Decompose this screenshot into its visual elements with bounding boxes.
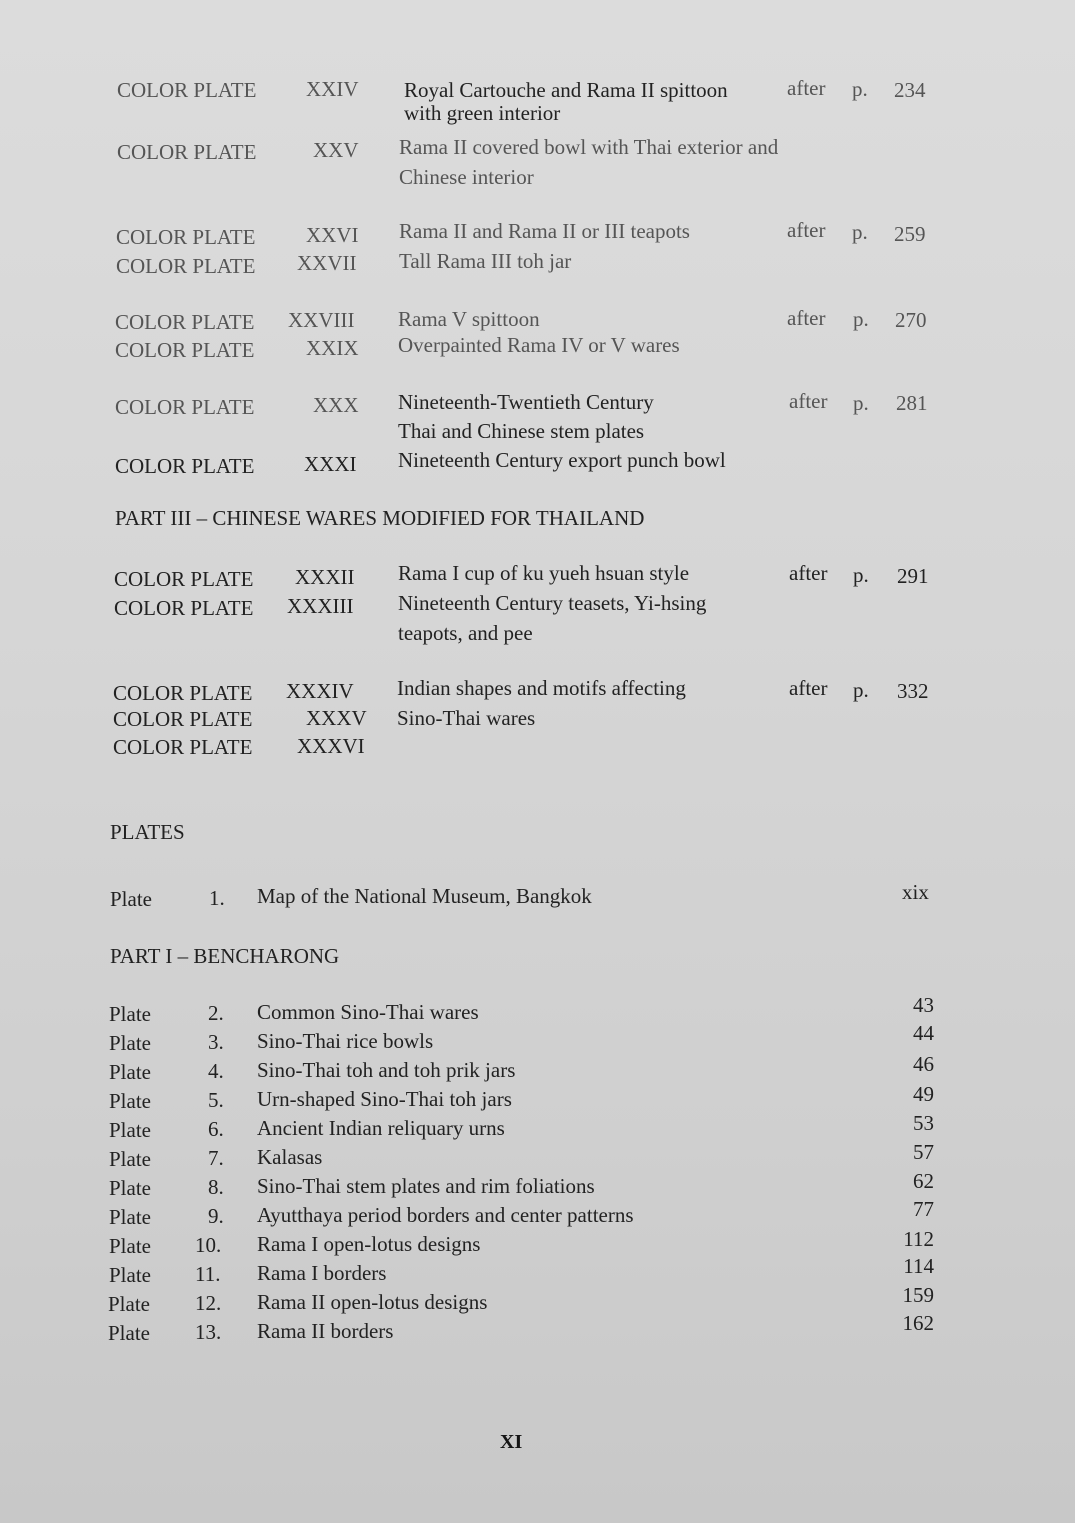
plate-title-cont: teapots, and pee xyxy=(398,621,533,645)
section-heading: PART III – CHINESE WARES MODIFIED FOR THAILAND xyxy=(115,506,645,530)
plate-title: Nineteenth Century export punch bowl xyxy=(398,448,726,472)
page-number: 44 xyxy=(913,1021,934,1045)
color-plate-label: COLOR PLATE xyxy=(116,225,256,249)
plate-number: 4. xyxy=(208,1059,224,1083)
page-number: 46 xyxy=(913,1052,934,1076)
plate-label: Plate xyxy=(108,1292,150,1316)
plate-title: Urn-shaped Sino-Thai toh jars xyxy=(257,1087,512,1111)
page-number: 270 xyxy=(895,308,927,332)
after-label: after xyxy=(787,218,826,242)
plate-numeral: XXXIV xyxy=(286,679,354,703)
page-abbrev: p. xyxy=(853,307,869,331)
plate-numeral: XXXII xyxy=(295,565,355,589)
plate-label: Plate xyxy=(109,1263,151,1287)
plate-numeral: XXXVI xyxy=(297,734,365,758)
page-abbrev: p. xyxy=(852,220,868,244)
color-plate-label: COLOR PLATE xyxy=(114,596,254,620)
plate-number: 3. xyxy=(208,1030,224,1054)
plate-title: Rama II and Rama II or III teapots xyxy=(399,219,690,243)
plate-number: 1. xyxy=(209,886,225,910)
section-heading: PLATES xyxy=(110,820,185,844)
page-abbrev: p. xyxy=(853,563,869,587)
page-number: 159 xyxy=(902,1283,934,1307)
plate-title: Overpainted Rama IV or V wares xyxy=(398,333,680,357)
plate-title: Royal Cartouche and Rama II spittoon xyxy=(404,78,728,102)
plate-numeral: XXIV xyxy=(306,77,359,101)
after-label: after xyxy=(789,389,828,413)
plate-numeral: XXV xyxy=(313,138,359,162)
color-plate-label: COLOR PLATE xyxy=(113,681,253,705)
plate-title: Rama V spittoon xyxy=(398,307,540,331)
color-plate-label: COLOR PLATE xyxy=(115,454,255,478)
plate-title: Nineteenth Century teasets, Yi-hsing xyxy=(398,591,707,615)
color-plate-label: COLOR PLATE xyxy=(117,78,257,102)
color-plate-label: COLOR PLATE xyxy=(117,140,257,164)
plate-numeral: XXIX xyxy=(306,336,359,360)
plate-label: Plate xyxy=(109,1147,151,1171)
page-number: 259 xyxy=(894,222,926,246)
plate-number: 11. xyxy=(195,1262,221,1286)
plate-label: Plate xyxy=(110,887,152,911)
page-number: 291 xyxy=(897,564,929,588)
after-label: after xyxy=(787,306,826,330)
after-label: after xyxy=(787,76,826,100)
page-folio: XI xyxy=(500,1431,523,1453)
plate-title: Nineteenth-Twentieth Century xyxy=(398,390,654,414)
plate-title: Rama I cup of ku yueh hsuan style xyxy=(398,561,690,585)
color-plate-label: COLOR PLATE xyxy=(114,567,254,591)
page-number: 114 xyxy=(903,1254,934,1278)
page-abbrev: p. xyxy=(852,77,868,101)
plate-number: 9. xyxy=(208,1204,224,1228)
plate-numeral: XXXV xyxy=(306,706,367,730)
color-plate-label: COLOR PLATE xyxy=(115,310,255,334)
plate-numeral: XXVI xyxy=(306,223,359,247)
page-abbrev: p. xyxy=(853,678,869,702)
page-abbrev: p. xyxy=(853,391,869,415)
plate-numeral: XXXI xyxy=(304,452,357,476)
plate-title: Ancient Indian reliquary urns xyxy=(257,1116,505,1140)
plate-numeral: XXX xyxy=(313,393,359,417)
plate-title: Rama II covered bowl with Thai exterior and xyxy=(399,135,779,159)
page-number: 57 xyxy=(913,1140,934,1164)
plate-label: Plate xyxy=(109,1234,151,1258)
color-plate-label: COLOR PLATE xyxy=(115,395,255,419)
plate-title: Map of the National Museum, Bangkok xyxy=(257,884,592,908)
color-plate-label: COLOR PLATE xyxy=(115,338,255,362)
page-number: 162 xyxy=(902,1311,934,1335)
plate-title: Sino-Thai toh and toh prik jars xyxy=(257,1058,516,1082)
plate-number: 6. xyxy=(208,1117,224,1141)
plate-title: Sino-Thai rice bowls xyxy=(257,1029,434,1053)
page-number: 281 xyxy=(896,391,928,415)
plate-numeral: XXVIII xyxy=(288,308,355,332)
plate-title: Ayutthaya period borders and center patterns xyxy=(257,1203,634,1227)
plate-label: Plate xyxy=(109,1089,151,1113)
page-number: 77 xyxy=(913,1197,934,1221)
plate-title: Common Sino-Thai wares xyxy=(257,1000,479,1024)
plate-label: Plate xyxy=(109,1060,151,1084)
plate-title: Kalasas xyxy=(257,1145,323,1169)
plate-number: 13. xyxy=(195,1320,222,1344)
color-plate-label: COLOR PLATE xyxy=(113,735,253,759)
plate-title: Tall Rama III toh jar xyxy=(399,249,572,273)
page-number: 53 xyxy=(913,1111,934,1135)
plate-number: 5. xyxy=(208,1088,224,1112)
plate-label: Plate xyxy=(108,1321,150,1345)
page-number: 49 xyxy=(913,1082,934,1106)
plate-title: Indian shapes and motifs affecting xyxy=(397,676,686,700)
plate-title: Rama I open-lotus designs xyxy=(257,1232,481,1256)
plate-title-cont: with green interior xyxy=(404,101,561,125)
page-number: 62 xyxy=(913,1169,934,1193)
plate-number: 12. xyxy=(195,1291,222,1315)
after-label: after xyxy=(789,676,828,700)
page-number: 43 xyxy=(913,993,934,1017)
page-number: 234 xyxy=(894,78,926,102)
plate-numeral: XXVII xyxy=(297,251,357,275)
section-heading: PART I – BENCHARONG xyxy=(110,944,340,968)
plate-numeral: XXXIII xyxy=(287,594,354,618)
plate-number: 10. xyxy=(195,1233,222,1257)
plate-title: Sino-Thai wares xyxy=(397,706,536,730)
plate-title: Rama II open-lotus designs xyxy=(257,1290,488,1314)
plate-label: Plate xyxy=(109,1118,151,1142)
plate-title-cont: Thai and Chinese stem plates xyxy=(398,419,645,443)
plate-title: Sino-Thai stem plates and rim foliations xyxy=(257,1174,595,1198)
after-label: after xyxy=(789,561,828,585)
plate-title: Rama I borders xyxy=(257,1261,387,1285)
plate-label: Plate xyxy=(109,1205,151,1229)
plate-number: 8. xyxy=(208,1175,224,1199)
plate-label: Plate xyxy=(109,1031,151,1055)
page-number: xix xyxy=(902,880,929,904)
page-number: 112 xyxy=(903,1227,934,1251)
color-plate-label: COLOR PLATE xyxy=(113,707,253,731)
plate-title: Rama II borders xyxy=(257,1319,394,1343)
page-number: 332 xyxy=(897,679,929,703)
plate-number: 7. xyxy=(208,1146,224,1170)
plate-number: 2. xyxy=(208,1001,224,1025)
plate-label: Plate xyxy=(109,1176,151,1200)
color-plate-label: COLOR PLATE xyxy=(116,254,256,278)
plate-title-cont: Chinese interior xyxy=(399,165,534,189)
plate-label: Plate xyxy=(109,1002,151,1026)
